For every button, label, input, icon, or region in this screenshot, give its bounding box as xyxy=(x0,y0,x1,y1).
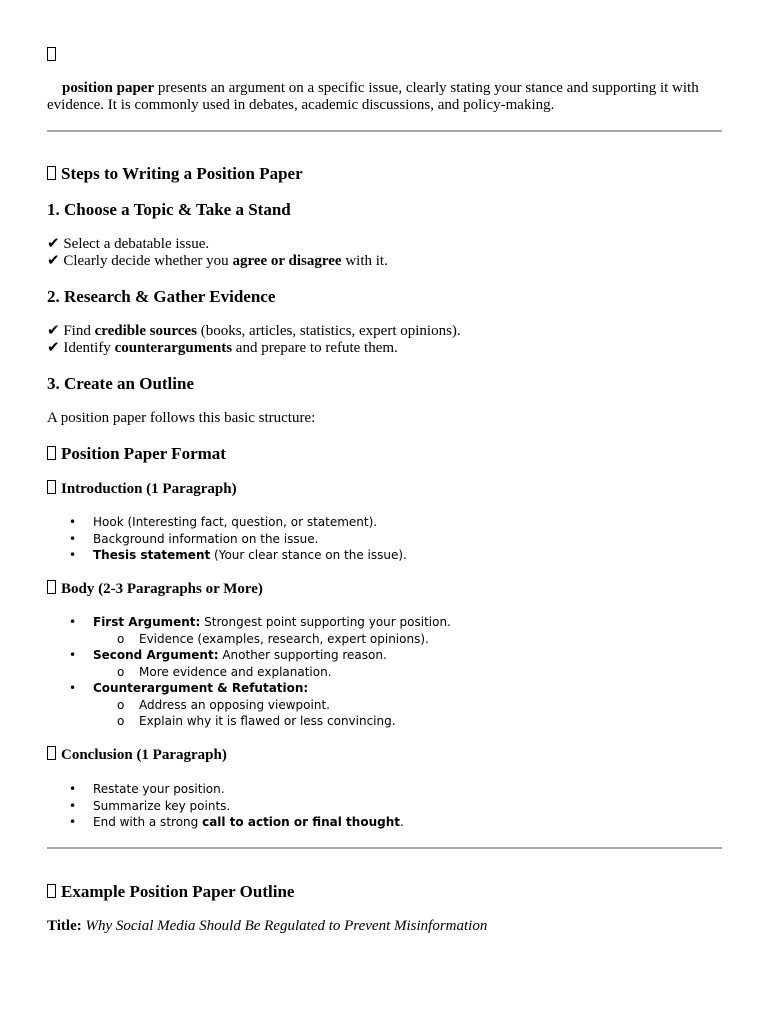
format-heading: Position Paper Format xyxy=(47,444,226,464)
list-item: • Background information on the issue. xyxy=(47,531,407,548)
check-icon: ✔ xyxy=(47,236,60,252)
intro-term: position paper xyxy=(62,80,155,96)
list-item: • End with a strong call to action or final thought. xyxy=(47,814,404,831)
list-item: • Summarize key points. xyxy=(47,798,404,815)
body-heading: Body (2-3 Paragraphs or More) xyxy=(47,580,263,598)
check-icon: ✔ xyxy=(47,323,60,339)
body-list xyxy=(47,614,451,730)
missing-glyph-icon xyxy=(47,746,56,760)
missing-glyph-icon xyxy=(47,166,56,180)
sub-list-item: o Explain why it is flawed or less convincing. xyxy=(47,713,451,730)
step3-text: A position paper follows this basic structure: xyxy=(47,410,316,426)
step2-heading: 2. Research & Gather Evidence xyxy=(47,287,276,306)
list-item: • Hook (Interesting fact, question, or statement). xyxy=(47,514,407,531)
missing-glyph-icon xyxy=(47,580,56,594)
checklist-item: ✔ Identify counterarguments and prepare to refute them. xyxy=(47,340,398,356)
checklist-item: ✔ Clearly decide whether you agree or disagree with it. xyxy=(47,253,388,269)
sub-list-item: o Evidence (examples, research, expert opinions). xyxy=(47,631,451,648)
step1-heading: 1. Choose a Topic & Take a Stand xyxy=(47,200,291,219)
list-item: • Thesis statement (Your clear stance on the issue). xyxy=(47,547,407,564)
step3-heading: 3. Create an Outline xyxy=(47,374,195,393)
sub-list-item: o More evidence and explanation. xyxy=(47,664,451,681)
step2-checklist xyxy=(47,323,461,357)
list-item: • Second Argument: Another supporting reason. xyxy=(47,647,451,664)
introduction-heading: Introduction (1 Paragraph) xyxy=(47,480,237,498)
steps-heading: Steps to Writing a Position Paper xyxy=(47,164,303,184)
conclusion-list xyxy=(47,781,404,831)
horizontal-rule xyxy=(47,847,722,849)
conclusion-heading: Conclusion (1 Paragraph) xyxy=(47,746,227,764)
intro-text: presents an argument on a specific issue, clearly stating your stance and supporting it with evidence. It is commonly used in debates, academic discussions, and policy-making. xyxy=(47,80,699,113)
intro-paragraph xyxy=(47,80,722,114)
introduction-list xyxy=(47,514,407,564)
list-item: • First Argument: Strongest point supporting your position. xyxy=(47,614,451,631)
sub-list-item: o Address an opposing viewpoint. xyxy=(47,697,451,714)
check-icon: ✔ xyxy=(47,340,60,356)
checklist-item: ✔ Select a debatable issue. xyxy=(47,236,210,252)
example-heading: Example Position Paper Outline xyxy=(47,882,294,902)
check-icon: ✔ xyxy=(47,253,60,269)
list-item: • Counterargument & Refutation: xyxy=(47,680,451,697)
missing-glyph-icon xyxy=(47,446,56,460)
checklist-item: ✔ Find credible sources (books, articles, statistics, expert opinions). xyxy=(47,323,461,339)
example-title-line: Title: Why Social Media Should Be Regulated to Prevent Misinformation xyxy=(47,918,488,934)
step1-checklist xyxy=(47,236,388,270)
missing-glyph-icon xyxy=(47,480,56,494)
list-item: • Restate your position. xyxy=(47,781,404,798)
missing-glyph-icon xyxy=(47,47,56,61)
missing-glyph-icon xyxy=(47,884,56,898)
horizontal-rule xyxy=(47,130,722,132)
